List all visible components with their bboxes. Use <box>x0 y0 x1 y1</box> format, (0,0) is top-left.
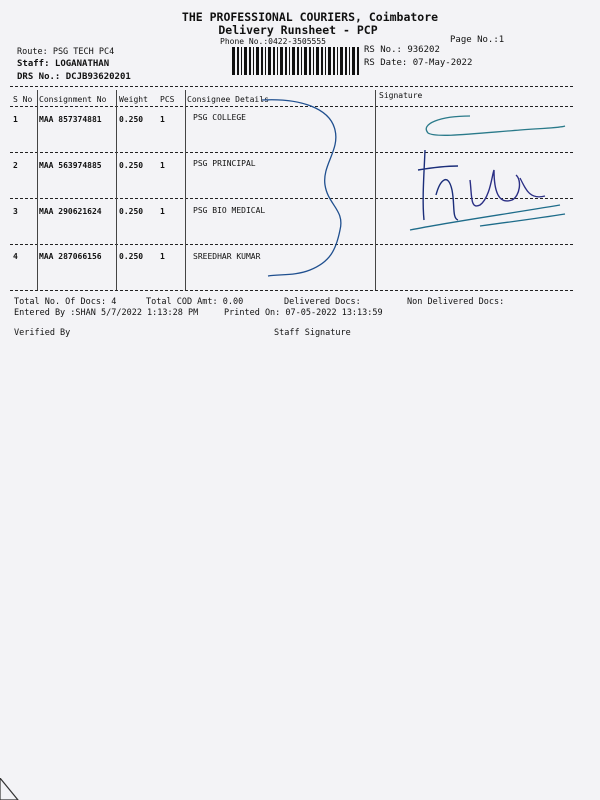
row-sno: 2 <box>13 161 18 170</box>
rs-date: RS Date: 07-May-2022 <box>364 58 473 68</box>
row-consignee: PSG COLLEGE <box>193 113 246 122</box>
col-header-pcs: PCS <box>160 95 175 104</box>
row-weight: 0.250 <box>119 252 144 261</box>
column-divider <box>116 90 117 290</box>
staff-label: Staff: LOGANATHAN <box>17 59 110 69</box>
col-header-weight: Weight <box>119 95 148 104</box>
row-consignment: MAA 290621624 <box>39 207 102 216</box>
route-label: Route: PSG TECH PC4 <box>17 47 115 57</box>
delivered-docs: Delivered Docs: <box>284 297 361 307</box>
column-divider <box>375 90 376 290</box>
row-sno: 3 <box>13 207 18 216</box>
phone-number: Phone No.:0422-3505555 <box>220 37 326 46</box>
total-docs: Total No. Of Docs: 4 <box>14 297 117 307</box>
column-divider <box>185 90 186 290</box>
table-header-rule <box>10 106 573 107</box>
barcode <box>232 47 360 75</box>
staff-signature-label: Staff Signature <box>274 328 351 338</box>
row-divider <box>10 198 573 199</box>
table-top-rule <box>10 86 573 87</box>
rs-number: RS No.: 936202 <box>364 45 440 55</box>
row-consignee: PSG BIO MEDICAL <box>193 206 266 215</box>
col-header-consignee: Consignee Details <box>187 95 269 104</box>
row-weight: 0.250 <box>119 207 144 216</box>
row-sno: 4 <box>13 252 18 261</box>
row-sno: 1 <box>13 115 18 124</box>
row-divider <box>10 152 573 153</box>
col-header-signature: Signature <box>379 91 423 100</box>
non-delivered-docs: Non Delivered Docs: <box>407 297 505 307</box>
row-pcs: 1 <box>160 161 165 170</box>
row-consignee: PSG PRINCIPAL <box>193 159 256 168</box>
drs-number: DRS No.: DCJB93620201 <box>17 72 131 82</box>
verified-by: Verified By <box>14 328 71 338</box>
document-subtitle: Delivery Runsheet - PCP <box>218 23 378 37</box>
col-header-consignment: Consignment No <box>39 95 107 104</box>
row-consignee: SREEDHAR KUMAR <box>193 252 261 261</box>
company-title: THE PROFESSIONAL COURIERS, Coimbatore <box>181 10 439 24</box>
row-consignment: MAA 287066156 <box>39 252 102 261</box>
entered-by: Entered By :SHAN 5/7/2022 1:13:28 PM <box>14 308 199 318</box>
printed-on: Printed On: 07-05-2022 13:13:59 <box>224 308 383 318</box>
row-divider <box>10 244 573 245</box>
row-consignment: MAA 563974885 <box>39 161 102 170</box>
row-weight: 0.250 <box>119 115 144 124</box>
table-bottom-rule <box>10 290 573 291</box>
column-divider <box>37 90 38 290</box>
row-weight: 0.250 <box>119 161 144 170</box>
col-header-sno: S No <box>13 95 33 104</box>
total-cod-amount: Total COD Amt: 0.00 <box>146 297 244 307</box>
corner-mark <box>0 778 20 800</box>
row-consignment: MAA 857374881 <box>39 115 102 124</box>
row-pcs: 1 <box>160 115 165 124</box>
page-number: Page No.:1 <box>450 35 505 45</box>
row-pcs: 1 <box>160 252 165 261</box>
row-pcs: 1 <box>160 207 165 216</box>
